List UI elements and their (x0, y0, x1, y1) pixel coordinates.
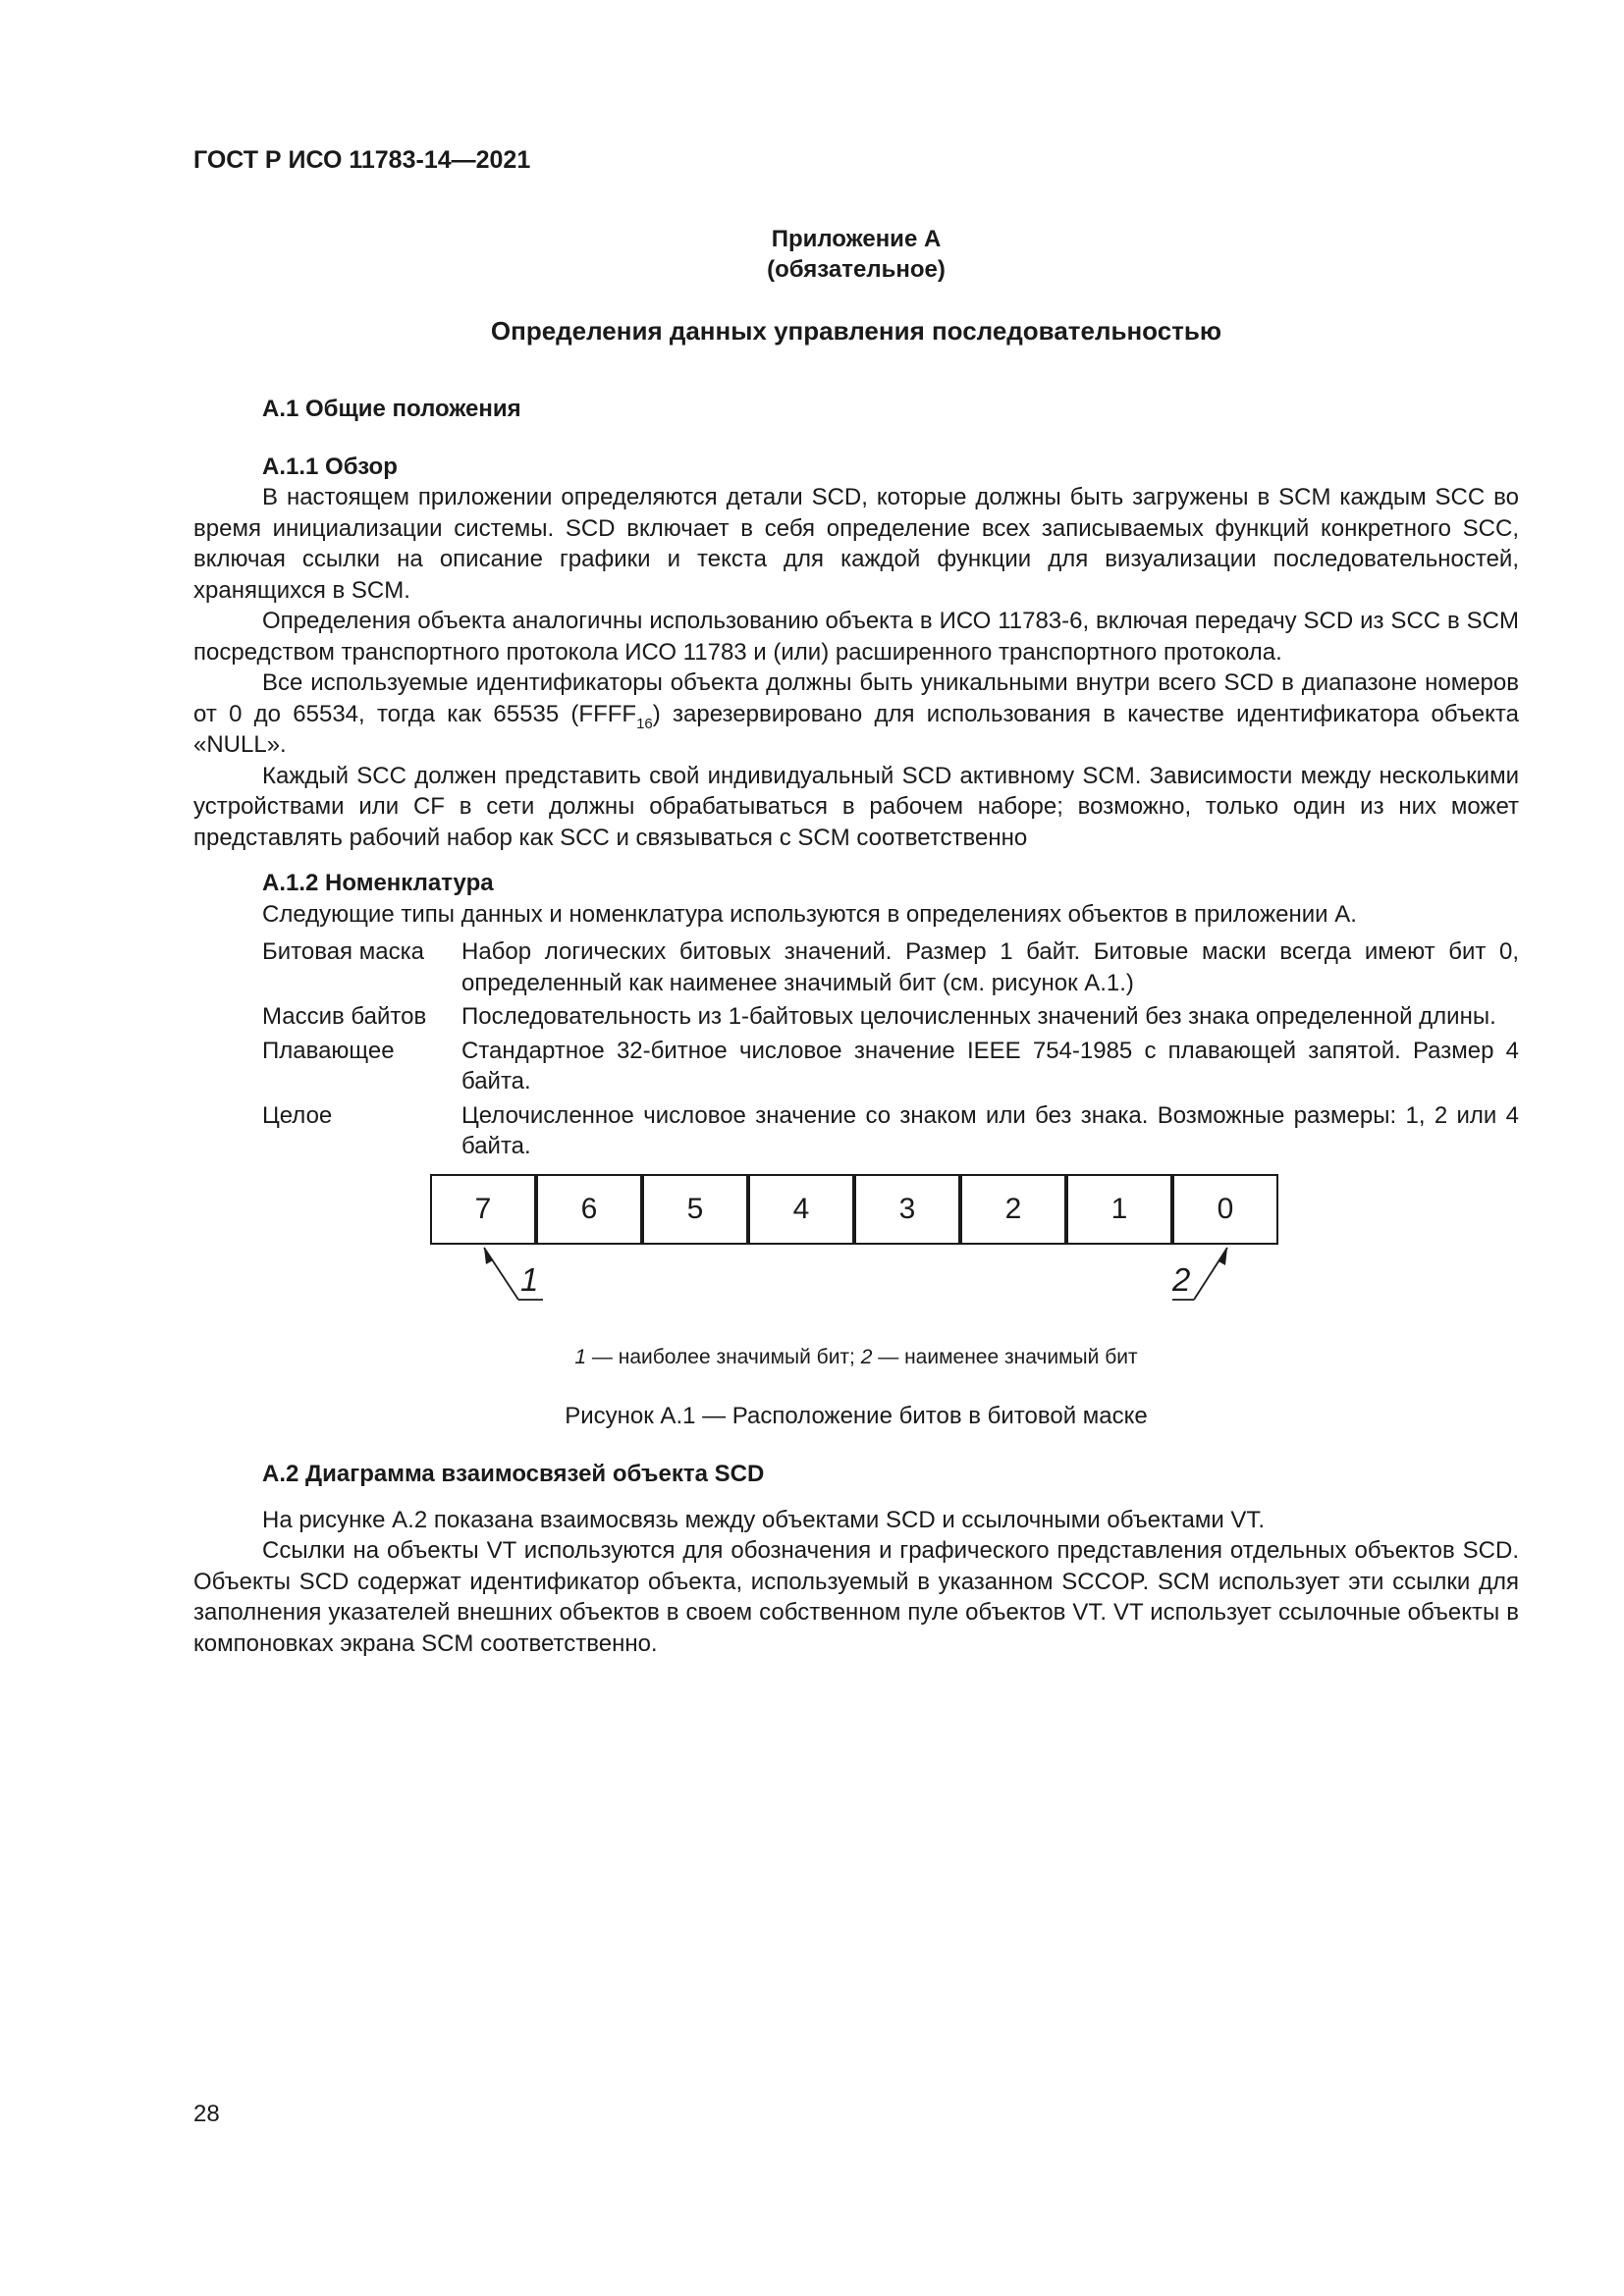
appendix-title: Определения данных управления последовательностью (490, 316, 1222, 346)
arrowhead-1 (484, 1248, 493, 1264)
nomenclature-row (262, 1001, 1519, 1036)
nomenclature-term: Массив байтов (262, 1003, 427, 1030)
appendix-type: (обязательное) (767, 256, 946, 283)
bit-cell: 1 (1066, 1174, 1172, 1245)
bit-cell: 0 (1172, 1174, 1278, 1245)
paragraph: В настоящем приложении определяются детали SCD, которые должны быть загружены в SCM каждым SCC во время инициализации системы. SCD включает в себя определение всех записываемых функций конкретного SCC, включая ссылки на описание графики и текста для каждой функции для визуализации последовательностей, хранящихся в SCM. (193, 484, 1519, 604)
document-header-code: ГОСТ Р ИСО 11783-14—2021 (193, 146, 531, 174)
bit-cell: 4 (748, 1174, 854, 1245)
figure-caption: Рисунок А.1 — Расположение битов в битовой маске (565, 1403, 1148, 1429)
section-a1-heading: А.1 Общие положения (262, 396, 521, 422)
arrowhead-2 (1218, 1248, 1227, 1265)
appendix-heading (193, 224, 1519, 285)
paragraph-object-ids (193, 667, 1519, 761)
nomenclature-term: Плавающее (262, 1037, 395, 1064)
paragraph-text: ) зарезервировано для использования в качестве идентификатора объекта «NULL». (193, 700, 1519, 758)
bit-cell: 5 (642, 1174, 748, 1245)
bit-cell: 2 (960, 1174, 1066, 1245)
callout-leaders (430, 1174, 1284, 1311)
bit-cell: 7 (430, 1174, 536, 1245)
appendix-label: Приложение А (771, 226, 942, 252)
nomenclature-definition: Набор логических битовых значений. Размер 1 байт. Битовые маски всегда имеют бит 0, определенный как наименее значимый бит (см. рисунок А.1.) (461, 938, 1519, 996)
bit-cell: 6 (536, 1174, 642, 1245)
paragraph-text: Все используемые идентификаторы объекта должны быть уникальными внутри всего SCD в диапазоне номеров от 0 до 65534, тогда как 65535 (FFFF (193, 669, 1519, 727)
paragraph: Каждый SCC должен представить свой индивидуальный SCD активному SCM. Зависимости между несколькими устройствами или CF в сети должны обрабатываться в рабочем наборе; возможно, только один из них может представлять рабочий набор как SCC и связываться с SCM соответственно (193, 762, 1519, 851)
section-a2-heading: А.2 Диаграмма взаимосвязей объекта SCD (262, 1461, 765, 1487)
paragraph: Следующие типы данных и номенклатура используются в определениях объектов в приложении А. (262, 900, 1357, 928)
paragraph: Ссылки на объекты VT используются для обозначения и графического представления отдельных объектов SCD. Объекты SCD содержат идентификатор объекта, используемый в указанном SCCOP. SCM использует эти ссылки для заполнения указателей внешних объектов в своем собственном пуле объектов VT. VT использует ссылочные объекты в компоновках экрана SCM соответственно. (193, 1537, 1519, 1657)
legend-number: 1 (574, 1346, 587, 1368)
nomenclature-table (262, 936, 1519, 1165)
callout-label-2: 2 (1172, 1261, 1191, 1298)
section-a2 (193, 1459, 1519, 1659)
callout-label-1: 1 (520, 1261, 539, 1298)
nomenclature-term: Целое (262, 1101, 333, 1129)
paragraph: Определения объекта аналогичны использованию объекта в ИСО 11783-6, включая передачу SCD из SCC в SCM посредством транспортного протокола ИСО 11783 и (или) расширенного транспортного протокола. (193, 608, 1519, 666)
nomenclature-definition: Последовательность из 1-байтовых целочисленных значений без знака определенной длины. (461, 1003, 1496, 1030)
section-a1 (193, 394, 1519, 1165)
nomenclature-term: Битовая маска (262, 938, 424, 965)
section-a12-heading: А.1.2 Номенклатура (262, 870, 494, 896)
nomenclature-row (262, 1100, 1519, 1165)
subscript: 16 (636, 715, 653, 732)
section-a11-heading: А.1.1 Обзор (262, 453, 398, 480)
bit-cell: 3 (854, 1174, 960, 1245)
page-number: 28 (193, 2101, 220, 2127)
legend-number: 2 (860, 1346, 873, 1368)
paragraph: На рисунке А.2 показана взаимосвязь между объектами SCD и ссылочными объектами VT. (262, 1506, 1266, 1533)
figure-legend (193, 1342, 1519, 1373)
legend-text: — наименее значимый бит (872, 1346, 1138, 1368)
legend-text: — наиболее значимый бит; (586, 1346, 861, 1368)
nomenclature-row (262, 936, 1519, 1001)
nomenclature-row (262, 1036, 1519, 1100)
nomenclature-definition: Целочисленное числовое значение со знаком или без знака. Возможные размеры: 1, 2 или 4 байта. (461, 1101, 1519, 1159)
nomenclature-definition: Стандартное 32-битное числовое значение IEEE 754-1985 с плавающей запятой. Размер 4 байта. (461, 1037, 1519, 1095)
